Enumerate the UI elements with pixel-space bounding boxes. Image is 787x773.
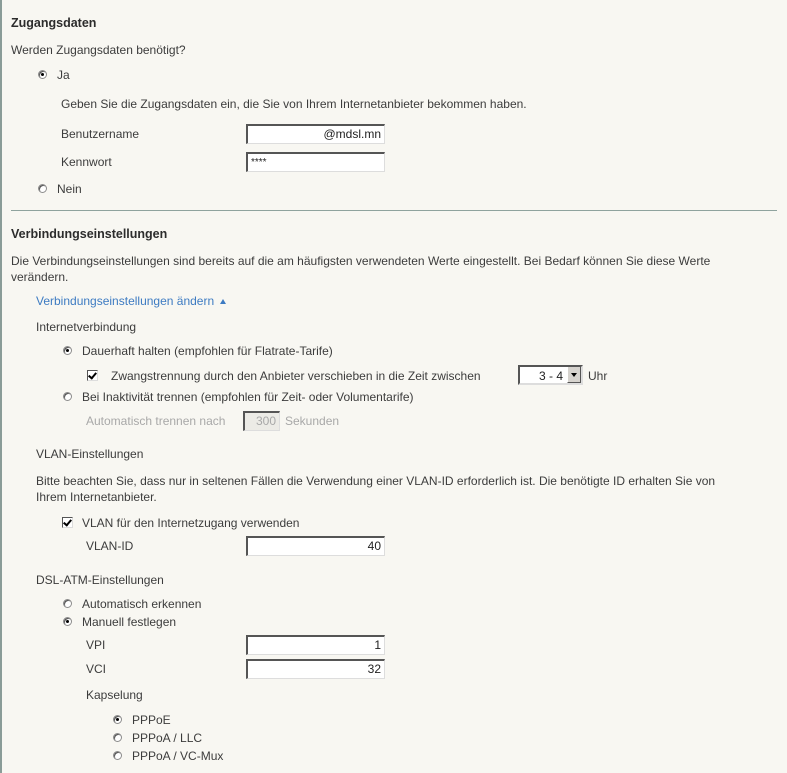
- radio-yes[interactable]: [38, 70, 47, 79]
- vlan-id-input[interactable]: 40: [246, 536, 385, 556]
- access-instruction: Geben Sie die Zugangsdaten ein, die Sie von Ihrem Internetanbieter bekommen haben.: [61, 97, 527, 111]
- username-label: Benutzername: [61, 127, 140, 141]
- auto-disconnect-input[interactable]: 300: [243, 411, 280, 431]
- collapse-up-icon[interactable]: [220, 299, 226, 304]
- internet-subtitle: Internetverbindung: [36, 320, 137, 334]
- radio-inactivity[interactable]: [63, 392, 72, 401]
- radio-permanent-label[interactable]: Dauerhaft halten (empfohlen für Flatrate-Tarife): [82, 344, 333, 358]
- time-select[interactable]: [518, 365, 583, 385]
- section-title-connection: Verbindungseinstellungen: [11, 227, 168, 241]
- auto-disconnect-unit: Sekunden: [285, 414, 340, 428]
- time-select-value[interactable]: 3 - 4: [538, 369, 563, 383]
- connection-description-line1: Die Verbindungseinstellungen sind bereits auf die am häufigsten verwendeten Werte eingestellt. Bei Bedarf können Sie diese Werte: [11, 254, 711, 268]
- time-unit: Uhr: [588, 369, 608, 383]
- password-label: Kennwort: [61, 155, 112, 169]
- vci-label: VCI: [86, 662, 107, 676]
- radio-auto-detect-label[interactable]: Automatisch erkennen: [82, 597, 202, 611]
- use-vlan-checkbox[interactable]: [62, 517, 73, 528]
- vlan-note-line1: Bitte beachten Sie, dass nur in seltenen Fällen die Verwendung einer VLAN-ID erforderlich ist. Die benötigte ID erhalten Sie von: [36, 474, 716, 488]
- encapsulation-subtitle: Kapselung: [86, 688, 143, 702]
- radio-pppoe[interactable]: [113, 715, 122, 724]
- auto-disconnect-label: Automatisch trennen nach: [86, 414, 226, 428]
- section-divider: [11, 210, 777, 211]
- dropdown-arrow-icon[interactable]: [567, 367, 581, 383]
- vci-input[interactable]: 32: [246, 659, 385, 679]
- left-border: [0, 0, 2, 773]
- radio-manual[interactable]: [63, 617, 72, 626]
- password-input[interactable]: ****: [246, 152, 385, 172]
- radio-pppoa-llc[interactable]: [113, 733, 122, 742]
- connection-description-line2: verändern.: [11, 270, 69, 284]
- vpi-label: VPI: [86, 638, 106, 652]
- radio-yes-label[interactable]: Ja: [57, 68, 70, 82]
- radio-auto-detect[interactable]: [63, 599, 72, 608]
- vlan-note-line2: Ihrem Internetanbieter.: [36, 490, 157, 504]
- radio-no-label[interactable]: Nein: [57, 182, 82, 196]
- radio-manual-label[interactable]: Manuell festlegen: [82, 615, 177, 629]
- radio-permanent[interactable]: [63, 346, 72, 355]
- radio-pppoa-llc-label[interactable]: PPPoA / LLC: [132, 731, 203, 745]
- vpi-input[interactable]: 1: [246, 635, 385, 655]
- toggle-connection-settings-link[interactable]: [36, 294, 226, 308]
- force-disconnect-checkbox[interactable]: [87, 370, 98, 381]
- vlan-id-label: VLAN-ID: [86, 539, 134, 553]
- access-question: Werden Zugangsdaten benötigt?: [11, 43, 186, 57]
- radio-inactivity-label[interactable]: Bei Inaktivität trennen (empfohlen für Zeit- oder Volumentarife): [82, 390, 414, 404]
- toggle-link-label[interactable]: Verbindungseinstellungen ändern: [36, 294, 215, 308]
- radio-pppoa-vcmux-label[interactable]: PPPoA / VC-Mux: [132, 749, 224, 763]
- username-input[interactable]: @mdsl.mn: [246, 124, 385, 144]
- dsl-atm-subtitle: DSL-ATM-Einstellungen: [36, 573, 164, 587]
- section-title-access: Zugangsdaten: [11, 16, 97, 30]
- vlan-subtitle: VLAN-Einstellungen: [36, 447, 144, 461]
- radio-pppoe-label[interactable]: PPPoE: [132, 713, 171, 727]
- radio-no[interactable]: [38, 184, 47, 193]
- force-disconnect-label[interactable]: Zwangstrennung durch den Anbieter verschieben in die Zeit zwischen: [111, 369, 481, 383]
- use-vlan-label[interactable]: VLAN für den Internetzugang verwenden: [82, 516, 300, 530]
- radio-pppoa-vcmux[interactable]: [113, 751, 122, 760]
